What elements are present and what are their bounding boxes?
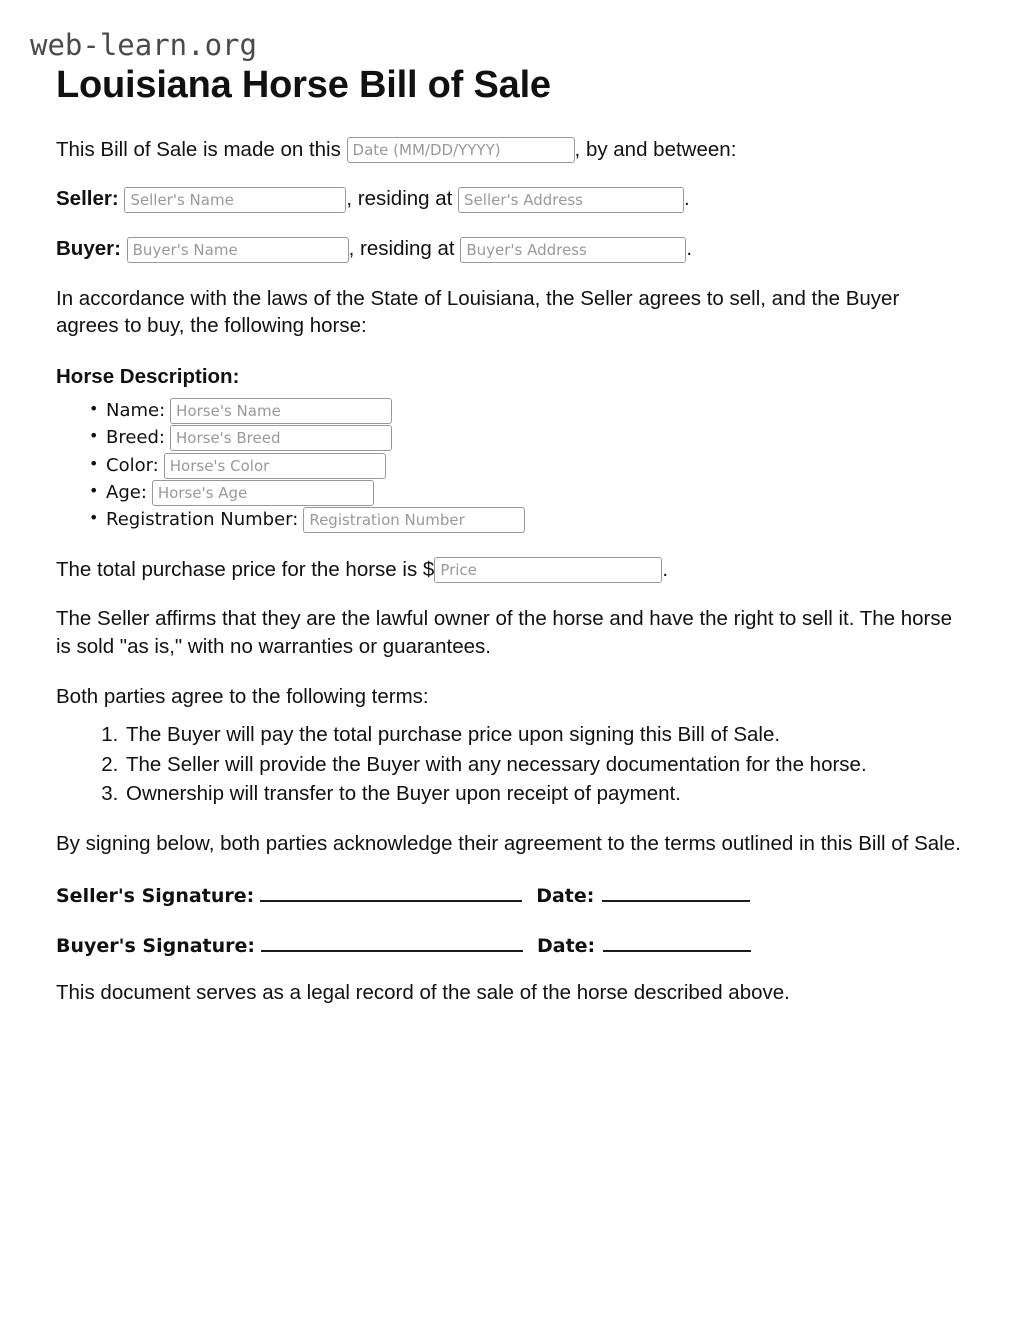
- horse-name-input[interactable]: [170, 398, 392, 424]
- buyer-row: [56, 235, 961, 263]
- list-item: 1. The Buyer will pay the total purchase price upon signing this Bill of Sale.: [124, 720, 970, 749]
- horse-color-label: Color:: [106, 454, 159, 476]
- list-item-breed: [106, 424, 970, 451]
- price-input[interactable]: [434, 557, 662, 583]
- seller-date-label: Date:: [536, 885, 595, 908]
- buyer-signature-row: [56, 934, 970, 957]
- terms-list: [56, 720, 970, 807]
- price-row: [56, 556, 961, 584]
- horse-name-label: Name:: [106, 399, 166, 421]
- terms-intro-paragraph: Both parties agree to the following terms:: [56, 684, 429, 708]
- seller-signature-label: Seller's Signature:: [56, 885, 255, 908]
- horse-description-heading: Horse Description:: [56, 364, 240, 388]
- document-body: [56, 136, 970, 1008]
- list-item: 2. The Seller will provide the Buyer with any necessary documentation for the horse.: [124, 750, 970, 779]
- list-item-age: [106, 479, 970, 506]
- signing-paragraph: By signing below, both parties acknowledge their agreement to the terms outlined in this Bill of Sale.: [56, 831, 961, 855]
- buyer-date-label: Date:: [537, 935, 596, 958]
- price-before-text: The total purchase price for the horse is $: [56, 557, 435, 581]
- buyer-name-input[interactable]: [127, 237, 349, 263]
- list-item: 3. Ownership will transfer to the Buyer upon receipt of payment.: [124, 779, 970, 808]
- buyer-label: Buyer:: [56, 236, 121, 260]
- seller-date-line[interactable]: [602, 884, 750, 902]
- horse-color-input[interactable]: [164, 453, 386, 479]
- buyer-signature-line[interactable]: [261, 934, 523, 952]
- horse-breed-input[interactable]: [170, 425, 392, 451]
- seller-name-input[interactable]: [124, 187, 346, 213]
- intro-paragraph: [56, 136, 961, 164]
- horse-description-list: [56, 397, 970, 534]
- buyer-period: .: [686, 236, 693, 260]
- seller-signature-line[interactable]: [260, 884, 522, 902]
- buyer-date-line[interactable]: [603, 934, 751, 952]
- horse-registration-label: Registration Number:: [106, 509, 299, 531]
- list-item-color: [106, 452, 970, 479]
- horse-breed-label: Breed:: [106, 427, 165, 449]
- horse-age-label: Age:: [106, 482, 147, 504]
- seller-residing-text: , residing at: [346, 187, 459, 211]
- closing-paragraph: This document serves as a legal record of the sale of the horse described above.: [56, 981, 790, 1005]
- accordance-paragraph: In accordance with the laws of the State of Louisiana, the Seller agrees to sell, and the Buyer agrees to buy, the following horse:: [56, 286, 900, 338]
- intro-before-text: This Bill of Sale is made on this: [56, 137, 347, 161]
- price-period: .: [662, 557, 669, 581]
- seller-row: [56, 185, 961, 213]
- seller-signature-row: [56, 884, 970, 907]
- page-title: Louisiana Horse Bill of Sale: [56, 63, 551, 106]
- buyer-residing-text: , residing at: [348, 236, 461, 260]
- affirm-paragraph: The Seller affirms that they are the lawful owner of the horse and have the right to sell it. The horse is sold "as is," with no warranties or guarantees.: [56, 607, 953, 659]
- list-item-registration: [106, 506, 970, 533]
- site-logo: web-learn.org: [30, 28, 257, 62]
- intro-after-text: , by and between:: [574, 137, 737, 161]
- seller-address-input[interactable]: [458, 187, 684, 213]
- date-input[interactable]: [347, 137, 575, 163]
- buyer-signature-label: Buyer's Signature:: [56, 935, 255, 958]
- seller-period: .: [684, 187, 690, 211]
- buyer-address-input[interactable]: [460, 237, 686, 263]
- horse-registration-input[interactable]: [303, 507, 525, 533]
- horse-age-input[interactable]: [152, 480, 374, 506]
- list-item-name: [106, 397, 970, 424]
- seller-label: Seller:: [56, 187, 119, 211]
